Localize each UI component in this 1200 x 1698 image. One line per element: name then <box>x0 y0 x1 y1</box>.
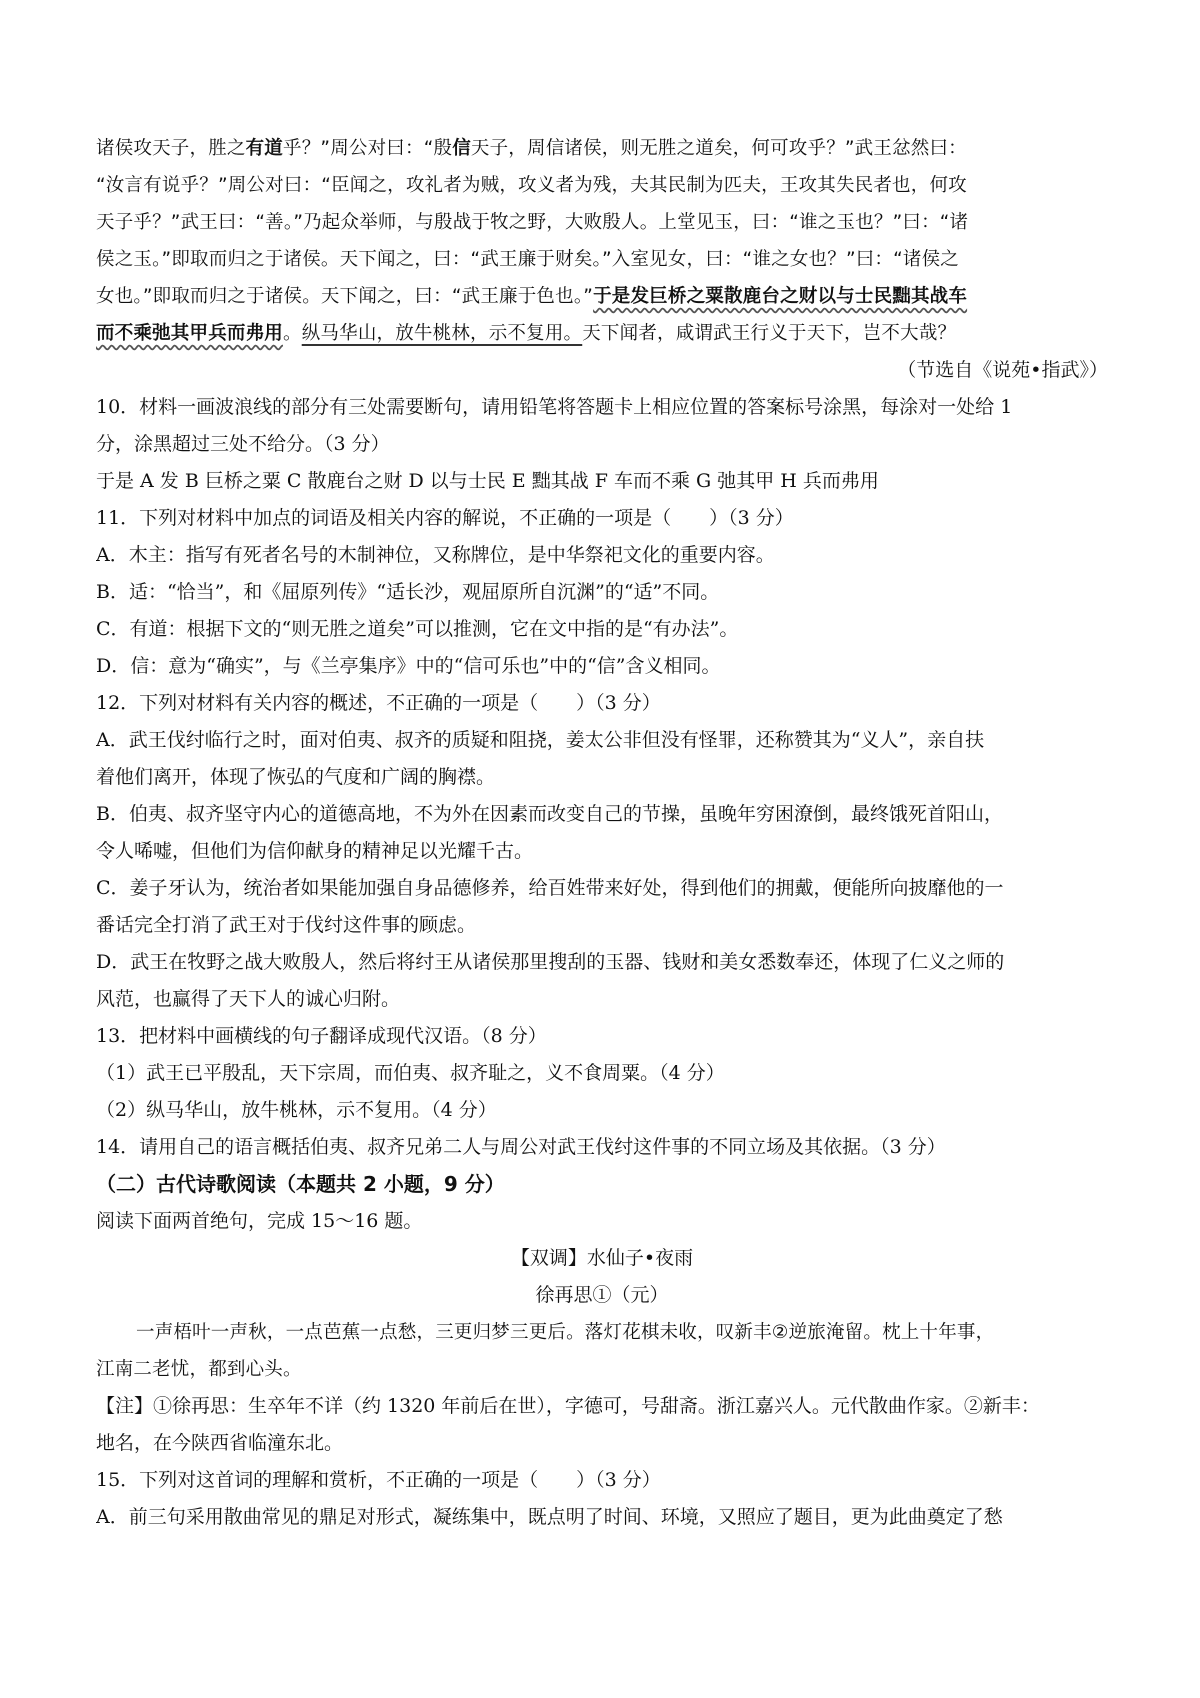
underlined-sentence: 纵马华山，放牛桃林，示不复用。 <box>301 323 583 344</box>
questions <box>96 389 1108 1166</box>
question-12-option-b: B．伯夷、叔齐坚守内心的道德高地，不为外在因素而改变自己的节操，虽晚年穷困潦倒，最终饿死首阳山， <box>96 803 1003 825</box>
dotted-word-xin: 信 <box>452 138 471 159</box>
question-11-option-d: D．信：意为“确实”，与《兰亭集序》中的“信可乐也”中的“信”含义相同。 <box>96 655 721 677</box>
question-12: 12．下列对材料有关内容的概述，不正确的一项是（ ）（3 分） <box>96 692 661 714</box>
poetry-section <box>96 1166 1108 1536</box>
question-12-option-b-cont: 令人唏嘘，但他们为信仰献身的精神足以光耀千古。 <box>96 840 534 862</box>
poem-note: 【注】①徐再思：生卒年不详（约 1320 年前后在世），字德可，号甜斋。浙江嘉兴人。元代散曲作家。②新丰： <box>96 1395 1040 1417</box>
question-13-part-2: （2）纵马华山，放牛桃林，示不复用。（4 分） <box>96 1099 497 1121</box>
passage-line: 而不乘弛其甲兵而弗用。纵马华山，放牛桃林，示不复用。天下闻者，咸谓武王行义于天下，岂不大哉？ <box>96 323 957 344</box>
question-11-option-c: C．有道：根据下文的“则无胜之道矣”可以推测，它在文中指的是“有办法”。 <box>96 618 739 640</box>
passage-line: 诸侯攻天子，胜之有道乎？”周公对曰：“殷信天子，周信诸侯，则无胜之道矣，何可攻乎？”武王忿然曰： <box>96 138 967 159</box>
passage-line: 天子乎？”武王曰：“善。”乃起众举师，与殷战于牧之野，大败殷人。上堂见玉，曰：“谁之玉也？”曰：“诸 <box>96 212 969 233</box>
question-15-option-a: A．前三句采用散曲常见的鼎足对形式，凝练集中，既点明了时间、环境，又照应了题目，更为此曲奠定了愁 <box>96 1506 1003 1528</box>
poem-note-cont: 地名，在今陕西省临潼东北。 <box>96 1432 344 1454</box>
question-12-option-d: D．武王在牧野之战大败殷人，然后将纣王从诸侯那里搜刮的玉器、钱财和美女悉数奉还，体现了仁义之师的 <box>96 951 1005 973</box>
question-10-options: 于是 A 发 B 巨桥之粟 C 散鹿台之财 D 以与士民 E 黜其战 F 车而不乘 G 弛其甲 H 兵而弗用 <box>96 470 879 492</box>
passage-source: （节选自《说苑•指武》） <box>897 359 1108 381</box>
wavy-underlined-text: 而不乘弛其甲兵而弗用 <box>96 323 284 344</box>
section-instruction: 阅读下面两首绝句，完成 15～16 题。 <box>96 1210 423 1232</box>
question-11-option-a: A．木主：指写有死者名号的木制神位，又称牌位，是中华祭祀文化的重要内容。 <box>96 544 775 566</box>
wavy-underlined-text: 于是发巨桥之粟散鹿台之财以与士民黜其战车 <box>593 286 968 307</box>
poem-author: 徐再思①（元） <box>535 1284 669 1306</box>
passage-line: “汝言有说乎？”周公对曰：“臣闻之，攻礼者为贼，攻义者为残，夫其民制为匹夫，王攻其失民者也，何攻 <box>96 175 967 196</box>
dotted-word-youdao: 有道 <box>245 138 284 159</box>
question-10: 10．材料一画波浪线的部分有三处需要断句，请用铅笔将答题卡上相应位置的答案标号涂黑，每涂对一处给 1 <box>96 396 1013 418</box>
question-13: 13．把材料中画横线的句子翻译成现代汉语。（8 分） <box>96 1025 547 1047</box>
poem-line: 一声梧叶一声秋，一点芭蕉一点愁，三更归梦三更后。落灯花棋未收，叹新丰②逆旅淹留。枕上十年事， <box>136 1322 995 1343</box>
poem-title: 【双调】水仙子•夜雨 <box>510 1247 694 1269</box>
question-12-option-c: C．姜子牙认为，统治者如果能加强自身品德修养，给百姓带来好处，得到他们的拥戴，便能所向披靡他的一 <box>96 877 1004 899</box>
question-14: 14．请用自己的语言概括伯夷、叔齐兄弟二人与周公对武王伐纣这件事的不同立场及其依据。（3 分） <box>96 1136 946 1158</box>
question-11: 11．下列对材料中加点的词语及相关内容的解说，不正确的一项是（ ）（3 分） <box>96 507 794 529</box>
question-12-option-a-cont: 着他们离开，体现了恢弘的气度和广阔的胸襟。 <box>96 766 496 788</box>
question-10-cont: 分，涂黑超过三处不给分。（3 分） <box>96 433 390 455</box>
poem-line: 江南二老忧，都到心头。 <box>96 1359 302 1380</box>
question-12-option-a: A．武王伐纣临行之时，面对伯夷、叔齐的质疑和阻挠，姜太公非但没有怪罪，还称赞其为“义人”，亲自扶 <box>96 729 985 751</box>
question-15: 15．下列对这首词的理解和赏析，不正确的一项是（ ）（3 分） <box>96 1469 661 1491</box>
question-11-option-b: B．适：“恰当”，和《屈原列传》“适长沙，观屈原所自沉渊”的“适”不同。 <box>96 581 720 603</box>
classical-passage <box>96 130 1108 389</box>
question-12-option-c-cont: 番话完全打消了武王对于伐纣这件事的顾虑。 <box>96 914 477 936</box>
question-12-option-d-cont: 风范，也赢得了天下人的诚心归附。 <box>96 988 401 1010</box>
passage-line: 侯之玉。”即取而归之于诸侯。天下闻之，曰：“武王廉于财矣。”入室见女，曰：“谁之女也？”曰：“诸侯之 <box>96 249 960 270</box>
section-heading: （二）古代诗歌阅读（本题共 2 小题，9 分） <box>96 1172 505 1196</box>
passage-line: 女也。”即取而归之于诸侯。天下闻之，曰：“武王廉于色也。”于是发巨桥之粟散鹿台之财以与士民黜其战车 <box>96 286 968 307</box>
question-13-part-1: （1）武王已平殷乱，天下宗周，而伯夷、叔齐耻之，义不食周粟。（4 分） <box>96 1062 725 1084</box>
